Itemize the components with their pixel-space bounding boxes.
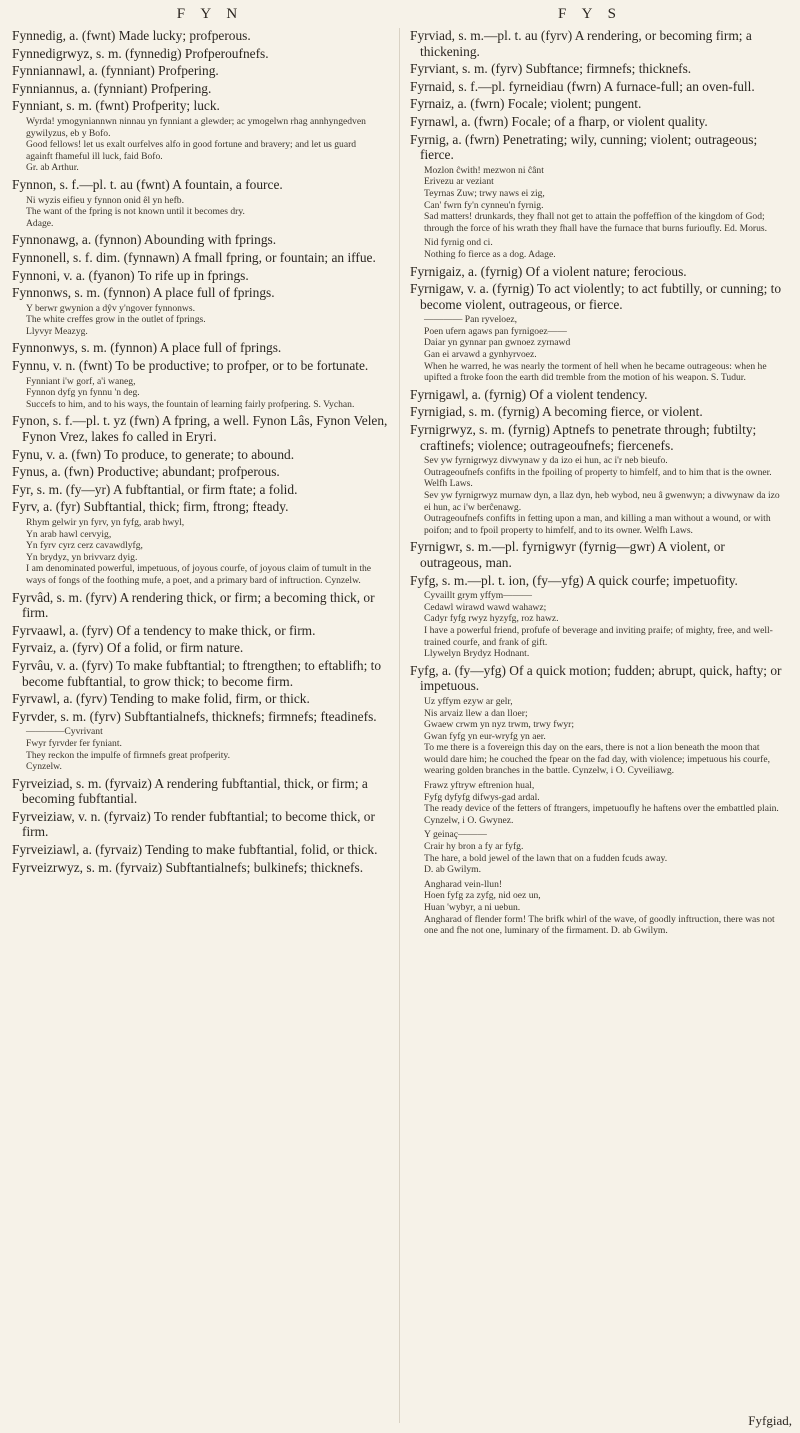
catchword: Fyfgiad,	[748, 1413, 792, 1428]
dictionary-entry: Fynnon, s. f.—pl. t. au (fwnt) A fountain, a fource.	[12, 176, 283, 192]
dictionary-entry: Fynnonell, s. f. dim. (fynnawn) A fmall fpring, or fountain; an iffue.	[12, 249, 376, 265]
running-head-right: F Y S	[558, 6, 622, 22]
dictionary-entry: Fyrveiziaw, v. n. (fyrvaiz) To render fubftantial; to become thick, or firm.	[12, 808, 375, 840]
quotation: Angharad vein-llun! Hoen fyfg za zyfg, nid oez un, Huan 'wybyr, a ni uebun. Angharad of flender form! The brifk whirl of the wave, of goodly inftruction, there was not one and fhe not one, luminary of the firmament. D. ab Gwilym.	[424, 878, 775, 937]
dictionary-entry: Fynnonawg, a. (fynnon) Abounding with fprings.	[12, 232, 277, 248]
dictionary-entry: Fyrnigiad, s. m. (fyrnig) A becoming fierce, or violent.	[410, 404, 703, 420]
dictionary-entry: Fynnonwys, s. m. (fynnon) A place full of fprings.	[12, 340, 282, 356]
dictionary-entry: Fyrvder, s. m. (fyrv) Subftantialnefs, thicknefs; firmnefs; fteadinefs.	[12, 708, 377, 724]
dictionary-entry: Fynnedigrwyz, s. m. (fynnedig) Profperoufnefs.	[12, 45, 269, 61]
dictionary-entry: Fyrnigawl, a. (fyrnig) Of a violent tendency.	[410, 386, 648, 402]
quotation: Nid fyrnig ond ci. Nothing fo fierce as a dog. Adage.	[424, 237, 556, 260]
quotation: Uz yffym ezyw ar gelr, Nis arvaiz llew a dan lloer; Gwaew crwm yn nyz trwm, trwy fwyr; Gwan fyfg yn eur-wryfg yn aer. To me there is a fovereign this day on the ears, there is not a lion beneath the moon that would dare him; he couched the fpear on the fad day, with violence; impetuous his courfe, wearing golden branches in the battle. Cynzelw, i O. Cyveiliawg.	[424, 695, 770, 777]
dictionary-entry: Fyrvawl, a. (fyrv) Tending to make folid, firm, or thick.	[12, 691, 310, 707]
dictionary-entry: Fynnonws, s. m. (fynnon) A place full of fprings.	[12, 285, 275, 301]
quotation: Sev yw fyrnigrwyz divwynaw y da izo ei hun, ac i'r neb bieufo. Outrageoufnefs confifts in the fpoiling of property to himfelf, and to him that is the owner. Welfh Laws. Sev yw fyrnigrwyz murnaw dyn, a llaz dyn, heb wybod, neu â gwenwyn; a divwynaw da izo ei hun, ac i'w berĉenawg. Outrageoufnefs confifts in fetting upon a man, and killing a man without a wound, or with poifon; and to fpoil property to himfelf, and to its owner. Welfh Laws.	[424, 455, 780, 536]
dictionary-entry: Fyrnigwr, s. m.—pl. fyrnigwyr (fyrnig—gwr) A violent, or outrageous, man.	[410, 539, 725, 570]
quotation: Y berwr gwynion a dŷv y'ngover fynnonws. The white creffes grow in the outlet of fprings. Llyvyr Meazyg.	[26, 302, 206, 337]
dictionary-entry: Fynnu, v. n. (fwnt) To be productive; to profper, or to be fortunate.	[12, 358, 369, 374]
dictionary-entry: Fyrnigaw, v. a. (fyrnig) To act violently; to act fubtilly, or cunning; to become violent, outrageous, or fierce.	[410, 281, 782, 312]
dictionary-entry: Fynus, a. (fwn) Productive; abundant; profperous.	[12, 464, 280, 480]
quotation: Frawz yftryw eftrenion hual, Fyfg dyfyfg difwys-gad ardal. The ready device of the fetters of ftrangers, impetuoufly he haftens over the embattled plain. Cynzelw, i O. Gwynez.	[424, 780, 779, 826]
dictionary-entry: Fynnoni, v. a. (fyanon) To rife up in fprings.	[12, 267, 249, 283]
dictionary-entry: Fyrveiziad, s. m. (fyrvaiz) A rendering fubftantial, thick, or firm; a becoming fubftantial.	[12, 775, 368, 807]
dictionary-entry: Fyrvâd, s. m. (fyrv) A rendering thick, or firm; a becoming thick, or firm.	[12, 589, 375, 621]
quotation: Cyvaillt grym yffym——— Cedawl wirawd wawd wahawz; Cadyr fyfg rwyz hyzyfg, roz hawz. I have a powerful friend, profufe of beverage and inviting praife; of mighty, free, and well-trained courfe, and frank of gift. Llywelyn Brydyz Hodnant.	[424, 590, 773, 660]
dictionary-entry: Fynnedig, a. (fwnt) Made lucky; profperous.	[12, 28, 251, 43]
dictionary-entry: Fynniannawl, a. (fynniant) Profpering.	[12, 63, 219, 79]
dictionary-entry: Fyfg, s. m.—pl. t. ion, (fy—yfg) A quick courfe; impetuofity.	[410, 572, 738, 588]
dictionary-entry: Fyrviad, s. m.—pl. t. au (fyrv) A rendering, or becoming firm; a thickening.	[410, 28, 752, 59]
dictionary-entry: Fyrveizrwyz, s. m. (fyrvaiz) Subftantialnefs; bulkinefs; thicknefs.	[12, 859, 364, 875]
dictionary-entry: Fynon, s. f.—pl. t. yz (fwn) A fpring, a well. Fynon Lâs, Fynon Velen, Fynon Vrez, lakes fo called in Eryri.	[12, 413, 388, 445]
dictionary-entry: Fyrnaiz, a. (fwrn) Focale; violent; pungent.	[410, 96, 642, 112]
quotation: Mozlon ĉwith! mezwon ni ĉânt Erivezu ar veziant Teyrnas Zuw; trwy naws ei zig, Can' fwrn fy'n cynneu'n fyrnig. Sad matters! drunkards, they fhall not get to attain the poffeffion of the kingdom of God; through the force of his wrath they fhall have the furnace that burns furioufly. Ed. Morus.	[424, 164, 768, 234]
dictionary-entry: Fyrvaawl, a. (fyrv) Of a tendency to make thick, or firm.	[12, 622, 316, 638]
left-column	[12, 28, 388, 1423]
quotation: Ni wyzis eifieu y fynnon onid êl yn hefb. The want of the fpring is not known until it becomes dry. Adage.	[26, 194, 245, 229]
right-column	[410, 28, 786, 1423]
quotation: Y geinaç——— Crair hy bron a fy ar fyfg. The hare, a bold jewel of the lawn that on a fudden fcuds away. D. ab Gwilym.	[424, 829, 668, 876]
dictionary-entry: Fynniannus, a. (fynniant) Profpering.	[12, 80, 212, 96]
dictionary-entry: Fynu, v. a. (fwn) To produce, to generate; to abound.	[12, 446, 295, 462]
dictionary-entry: Fyrvaiz, a. (fyrv) Of a folid, or firm nature.	[12, 640, 244, 656]
dictionary-entry: Fynniant, s. m. (fwnt) Profperity; luck.	[12, 98, 220, 114]
dictionary-entry: Fyrnigaiz, a. (fyrnig) Of a violent nature; ferocious.	[410, 263, 687, 279]
quotation: Rhym gelwir yn fyrv, yn fyfg, arab hwyl, Yn arab hawl cervyig, Yn fyrv cyrz cerz cavawdlyfg, Yn brydyz, yn brivvarz dyig. I am denominated powerful, impetuous, of joyous courfe, of joyous claim of tumult in the ways of fongs of the foothing mufe, a poet, and a primary bard of inftruction. Cynzelw.	[26, 517, 372, 586]
dictionary-entry: Fyrnaid, s. f.—pl. fyrneidiau (fwrn) A furnace-full; an oven-full.	[410, 78, 755, 94]
dictionary-entry: Fyrviant, s. m. (fyrv) Subftance; firmnefs; thicknefs.	[410, 61, 692, 77]
dictionary-entry: Fyrnawl, a. (fwrn) Focale; of a fharp, or violent quality.	[410, 113, 708, 129]
dictionary-entry: Fyfg, a. (fy—yfg) Of a quick motion; fudden; abrupt, quick, hafty; or impetuous.	[410, 662, 782, 694]
quotation: Fynniant i'w gorf, a'i waneg, Fynnon dyfg yn fynnu 'n deg. Succefs to him, and to his ways, the fountain of learning fairly profpering. S. Vychan.	[26, 375, 355, 410]
dictionary-entry: Fyrnigrwyz, s. m. (fyrnig) Aptnefs to penetrate through; fubtilty; craftinefs; violence; outrageoufnefs; fiercenefs.	[410, 422, 757, 453]
dictionary-entry: Fyrv, a. (fyr) Subftantial, thick; firm, ftrong; fteady.	[12, 499, 289, 515]
dictionary-entry: Fyr, s. m. (fy—yr) A fubftantial, or firm ftate; a folid.	[12, 481, 298, 497]
column-divider	[399, 28, 400, 1423]
dictionary-entry: Fyrveiziawl, a. (fyrvaiz) Tending to make fubftantial, folid, or thick.	[12, 842, 378, 858]
quotation: ————Cyvrivant Fwyr fyrvder fer fyniant. They reckon the impulfe of firmnefs great profperity. Cynzelw.	[26, 726, 230, 773]
running-head-left: F Y N	[176, 6, 244, 22]
dictionary-entry: Fyrnig, a. (fwrn) Penetrating; wily, cunning; violent; outrageous; fierce.	[410, 131, 758, 163]
dictionary-entry: Fyrvâu, v. a. (fyrv) To make fubftantial; to ftrengthen; to eftablifh; to become fubftantial, to grow thick; to become firm.	[12, 657, 382, 689]
quotation: Wyrda! ymogyniannwn ninnau yn fynniant a glewder; ac ymogelwn rhag annhyngedven gywilyzus, eb y Bofo. Good fellows! let us exalt ourfelves alfo in good fortune and bravery; and let us guard againft fhameful ill luck, faid Bofo. Gr. ab Arthur.	[26, 115, 366, 174]
quotation: ———— Pan ryveloez, Poen ufern agaws pan fyrnigoez—— Daiar yn gynnar pan gwnoez zyrnawd Gan ei arvawd a gynhyrvoez. When he warred, he was nearly the torment of hell when he became outrageous: when he upifted a ftroke foon the earth did tremble from the motion of his weapon. S. Tudur.	[424, 314, 767, 384]
